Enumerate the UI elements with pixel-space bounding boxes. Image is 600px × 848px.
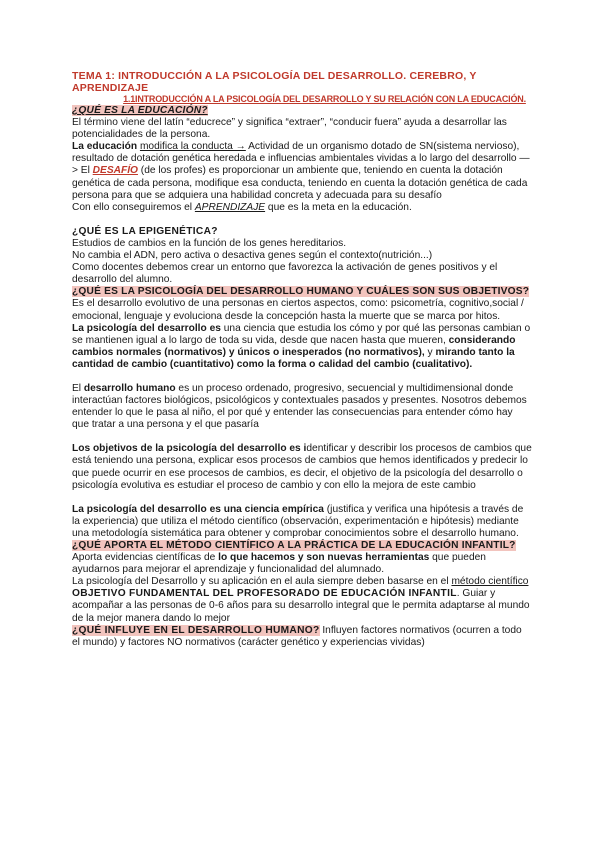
emphasis-aprendizaje: APRENDIZAJE bbox=[194, 201, 266, 213]
text: es un proceso ordenado, progresivo, secuencial y multidimensional donde interactúan factores biológicos, psicológicos y contextuales pasados y presentes. Nosotros debemos entender lo que le pasa al niño, el por qué y entender las consecuencias para entender cómo hay que tratar a una persona y el que pasaría bbox=[72, 382, 527, 431]
heading-teacher-objective: OBJETIVO FUNDAMENTAL DEL PROFESORADO DE EDUCACIÓN INFANTIL bbox=[72, 588, 457, 600]
section-epigenetics bbox=[72, 226, 532, 286]
text: dentificar y describir los procesos de cambios que está teniendo una persona, explicar esos procesos de cambios que hemos identificados y predecir lo que puede ocurrir en ese procesos de cambios, es decir, el objetivo de la psicología del desarrollo o psicología evolutiva es estudiar el proceso de cambio y con ello la mejora de este cambio bbox=[72, 443, 532, 491]
bold-text: La psicología del desarrollo es una ciencia empírica bbox=[72, 503, 324, 515]
bold-text: considerando cambios normales (normativos) y únicos o inesperados (no normativos), bbox=[72, 334, 516, 358]
section-subtitle: 1.1INTRODUCCIÓN A LA PSICOLOGÍA DEL DESARROLLO Y SU RELACIÓN CON LA EDUCACIÓN. bbox=[123, 94, 526, 104]
paragraph bbox=[72, 443, 532, 491]
text: El bbox=[72, 382, 84, 394]
paragraph: El término viene del latín “educrece” y significa “extraer”, “conducir fuera” ayuda a desarrollar las potencialidades de la persona. bbox=[72, 117, 507, 141]
bold-text: La educación bbox=[72, 141, 140, 153]
paragraph bbox=[72, 202, 532, 214]
emphasis-desafio: DESAFÍO bbox=[92, 165, 138, 177]
text: Con ello conseguiremos el bbox=[72, 201, 195, 213]
paragraph bbox=[72, 576, 532, 588]
text: una ciencia que estudia los cómo y por qué las personas cambian o se mantienen igual a lo largo de toda su vida, desde que nacen hasta que mueren, bbox=[72, 322, 531, 346]
section-teacher-objective bbox=[72, 588, 532, 624]
paragraph bbox=[72, 540, 532, 576]
paragraph bbox=[72, 504, 532, 540]
section-developmental-psychology bbox=[72, 286, 532, 540]
bold-text: La psicología del desarrollo es bbox=[72, 322, 221, 334]
paragraph bbox=[72, 141, 532, 201]
paragraph: No cambia el ADN, pero activa o desactiva genes según el contexto(nutrición...) bbox=[72, 250, 433, 262]
text: . Guiar y acompañar a las personas de 0-6 años para su desarrollo integral que le permita adaptarse al mundo de la mejor manera dando lo mejor bbox=[72, 588, 530, 624]
paragraph bbox=[72, 383, 532, 431]
text: Actividad de un organismo dotado de SN(sistema nervioso), resultado de dotación genética heredada e influencias ambientales vividas a lo largo del desarrollo —> El bbox=[72, 141, 530, 177]
bold-text: Los objetivos de la psicología del desarrollo es i bbox=[72, 443, 307, 455]
bold-text: mirando tanto la cantidad de cambio (cuantitativo) como la forma o calidad del cambio (cualitativo). bbox=[72, 346, 515, 370]
text: La psicología del Desarrollo y su aplicación en el aula siempre deben basarse en el bbox=[72, 576, 452, 588]
bold-text: desarrollo humano bbox=[83, 382, 176, 394]
text: (justifica y verifica una hipótesis a través de la experiencia) que utiliza el método científico (observación, experimentación e hipótesis) mediante una metodología sistemática para obtener y comprobar conocimientos sobre el desarrollo humano. bbox=[72, 503, 524, 539]
heading-developmental-psychology: ¿QUÉ ES LA PSICOLOGÍA DEL DESARROLLO HUMANO Y CUÁLES SON SUS OBJETIVOS? bbox=[72, 286, 530, 298]
paragraph: Estudios de cambios en la función de los genes hereditarios. bbox=[72, 237, 347, 249]
page-title: TEMA 1: INTRODUCCIÓN A LA PSICOLOGÍA DEL DESARROLLO. CEREBRO, Y APRENDIZAJE bbox=[72, 70, 477, 94]
bold-text: lo que hacemos y son nuevas herramientas bbox=[218, 552, 430, 564]
text: y bbox=[424, 346, 436, 358]
paragraph bbox=[72, 588, 532, 624]
document-page bbox=[72, 70, 532, 649]
underlined-text: método científico bbox=[451, 576, 529, 588]
heading-education: ¿QUÉ ES LA EDUCACIÓN? bbox=[72, 105, 208, 116]
underlined-text: modifica la conducta → bbox=[139, 141, 246, 153]
heading-influences: ¿QUÉ INFLUYE EN EL DESARROLLO HUMANO? bbox=[72, 624, 320, 636]
text: Aporta evidencias científicas de bbox=[72, 552, 219, 564]
section-education bbox=[72, 105, 532, 214]
section-scientific-method bbox=[72, 540, 532, 588]
section-influences bbox=[72, 625, 532, 649]
paragraph bbox=[72, 625, 532, 649]
heading-epigenetics: ¿QUÉ ES LA EPIGENÉTICA? bbox=[72, 225, 218, 237]
paragraph: Como docentes debemos crear un entorno que favorezca la activación de genes positivos y el desarrollo del alumno. bbox=[72, 262, 498, 286]
heading-scientific-method: ¿QUÉ APORTA EL MÉTODO CIENTÍFICO A LA PRÁCTICA DE LA EDUCACIÓN INFANTIL? bbox=[72, 540, 516, 551]
text: que es la meta en la educación. bbox=[265, 201, 412, 213]
text: Influyen factores normativos (ocurren a todo el mundo) y factores NO normativos (carácter genético y experiencias vividas) bbox=[72, 624, 522, 648]
paragraph bbox=[72, 323, 532, 371]
text: (de los profes) es proporcionar un ambiente que, teniendo en cuenta la dotación genética de cada persona, modifique esa conducta, teniendo en cuenta la dotación genética de cada persona para que se adquiera una habilidad concreta y adecuada para su desafío bbox=[72, 165, 528, 201]
paragraph: Es el desarrollo evolutivo de una personas en ciertos aspectos, como: psicometría, cognitivo,social / emocional, lenguaje y evoluciona desde la concepción hasta la muerte que se marca por hitos. bbox=[72, 298, 524, 322]
text: que pueden ayudarnos para mejorar el aprendizaje y funcionalidad del alumnado. bbox=[72, 552, 486, 576]
